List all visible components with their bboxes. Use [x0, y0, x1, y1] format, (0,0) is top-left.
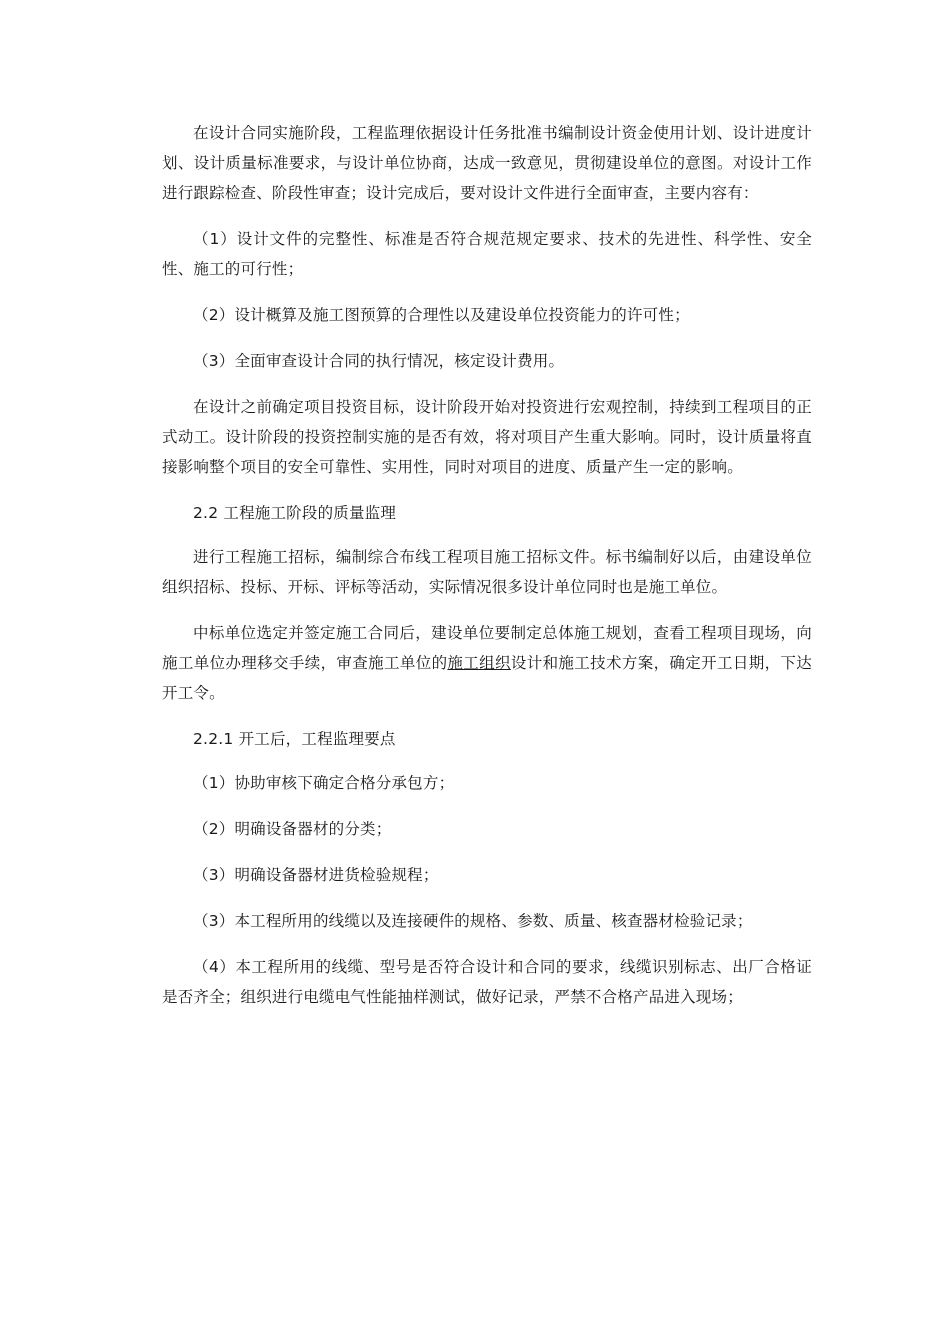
list-item: （2）明确设备器材的分类；: [193, 820, 392, 838]
list-item: （3）明确设备器材进货检验规程；: [193, 866, 439, 884]
paragraph-contract-signing: [162, 618, 812, 708]
paragraph-tendering: 进行工程施工招标，编制综合布线工程项目施工招标文件。标书编制好以后，由建设单位组织招标、投标、开标、评标等活动，实际情况很多设计单位同时也是施工单位。: [162, 548, 812, 596]
section-heading-2-2-1: 2.2.1 开工后，工程监理要点: [193, 730, 396, 748]
list-item: （4）本工程所用的线缆、型号是否符合设计和合同的要求，线缆识别标志、出厂合格证是否齐全；组织进行电缆电气性能抽样测试，做好记录，严禁不合格产品进入现场；: [162, 958, 812, 1006]
paragraph-text: 中标单位选定并签定施工合同后，建设单位要制定总体施工规划，查看工程项目现场，向施工单位办理移交手续，审查施工单位的: [162, 624, 812, 672]
paragraph-investment-control: 在设计之前确定项目投资目标，设计阶段开始对投资进行宏观控制，持续到工程项目的正式动工。设计阶段的投资控制实施的是否有效，将对项目产生重大影响。同时，设计质量将直接影响整个项目的安全可靠性、实用性，同时对项目的进度、质量产生一定的影响。: [162, 398, 812, 476]
list-item: （3）本工程所用的线缆以及连接硬件的规格、参数、质量、核查器材检验记录；: [193, 912, 753, 930]
list-item: （3）全面审查设计合同的执行情况，核定设计费用。: [193, 352, 565, 370]
list-item: （1）协助审核下确定合格分承包方；: [193, 774, 455, 792]
paragraph-text: 设计和施工技术方案，确定开工日期，下达开工令。: [162, 654, 812, 702]
section-heading-2-2: 2.2 工程施工阶段的质量监理: [193, 504, 397, 522]
construction-organization-link[interactable]: 施工组织: [447, 654, 511, 672]
list-item: （1）设计文件的完整性、标准是否符合规范规定要求、技术的先进性、科学性、安全性、施工的可行性；: [162, 230, 812, 278]
paragraph-design-contract: 在设计合同实施阶段，工程监理依据设计任务批准书编制设计资金使用计划、设计进度计划、设计质量标准要求，与设计单位协商，达成一致意见，贯彻建设单位的意图。对设计工作进行跟踪检查、阶段性审查；设计完成后，要对设计文件进行全面审查，主要内容有：: [162, 124, 812, 202]
list-item: （2）设计概算及施工图预算的合理性以及建设单位投资能力的许可性；: [193, 306, 690, 324]
document-body: [162, 118, 812, 1028]
